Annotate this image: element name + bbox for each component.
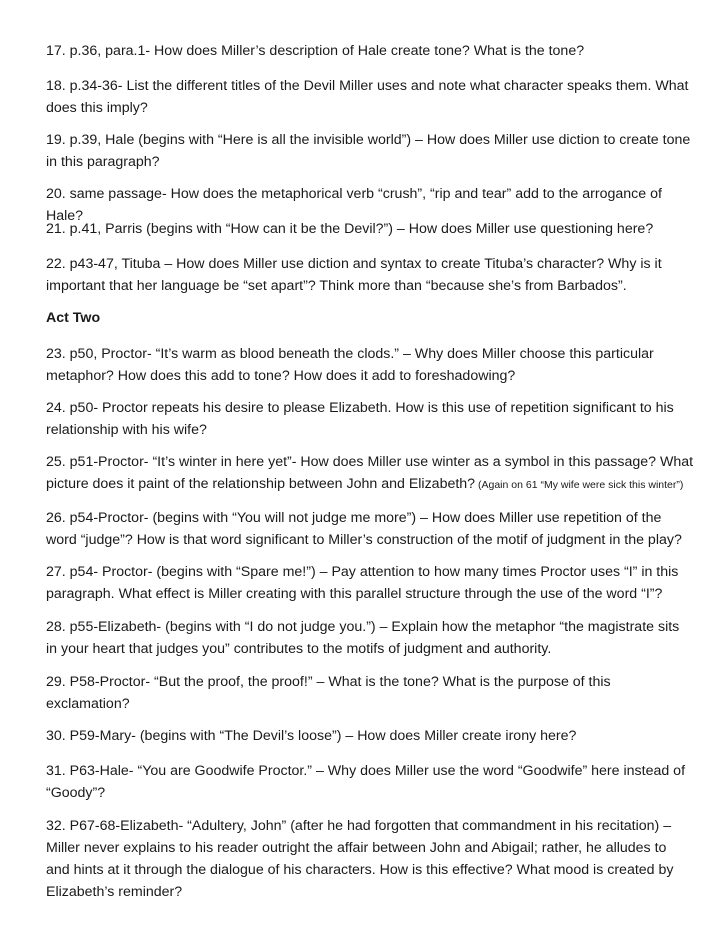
question-27: 27. p54- Proctor- (begins with “Spare me!”) – Pay attention to how many times Proctor uses “I” in this paragraph. What effect is Miller creating with this parallel structure through the use of the word “I”? <box>46 564 679 602</box>
question-23: 23. p50, Proctor- “It’s warm as blood beneath the clods.” – Why does Miller choose this particular metaphor? How does this add to tone? How does it add to foreshadowing? <box>46 346 654 384</box>
question-25-text: 25. p51-Proctor- “It’s winter in here yet”- How does Miller use winter as a symbol in this passage? What picture does it paint of the relationship between John and Elizabeth? <box>46 454 694 492</box>
question-28: 28. p55-Elizabeth- (begins with “I do not judge you.”) – Explain how the metaphor “the magistrate sits in your heart that judges you” contributes to the motifs of judgment and authority. <box>46 619 680 657</box>
question-31: 31. P63-Hale- “You are Goodwife Proctor.” – Why does Miller use the word “Goodwife” here instead of “Goody”? <box>46 763 686 801</box>
section-heading: Act Two <box>46 310 101 326</box>
question-22: 22. p43-47, Tituba – How does Miller use diction and syntax to create Tituba’s character? Why is it important that her language be “set apart”? Think more than “because she’s from Barbados”. <box>46 256 662 294</box>
question-32: 32. P67-68-Elizabeth- “Adultery, John” (after he had forgotten that commandment in his recitation) – Miller never explains to his reader outright the affair between John and Abigail; rather, he alludes to and hints at it through the dialogue of his characters. How is this effective? What mood is created by Elizabeth’s reminder? <box>46 818 674 900</box>
question-25-note: (Again on 61 “My wife were sick this winter”) <box>475 479 684 491</box>
question-25 <box>46 451 694 496</box>
question-17: 17. p.36, para.1- How does Miller’s description of Hale create tone? What is the tone? <box>46 43 585 59</box>
question-29: 29. P58-Proctor- “But the proof, the proof!” – What is the tone? What is the purpose of this exclamation? <box>46 674 611 712</box>
question-19: 19. p.39, Hale (begins with “Here is all the invisible world”) – How does Miller use diction to create tone in this paragraph? <box>46 132 691 170</box>
question-26: 26. p54-Proctor- (begins with “You will not judge me more”) – How does Miller use repetition of the word “judge”? How is that word significant to Miller’s construction of the motif of judgment in the play? <box>46 510 682 548</box>
question-21: 21. p.41, Parris (begins with “How can it be the Devil?”) – How does Miller use questioning here? <box>46 221 654 237</box>
question-24: 24. p50- Proctor repeats his desire to please Elizabeth. How is this use of repetition significant to his relationship with his wife? <box>46 400 674 438</box>
question-30: 30. P59-Mary- (begins with “The Devil’s loose”) – How does Miller create irony here? <box>46 728 577 744</box>
question-20: 20. same passage- How does the metaphorical verb “crush”, “rip and tear” add to the arrogance of Hale? <box>46 186 662 224</box>
question-18: 18. p.34-36- List the different titles of the Devil Miller uses and note what character speaks them. What does this imply? <box>46 78 689 116</box>
